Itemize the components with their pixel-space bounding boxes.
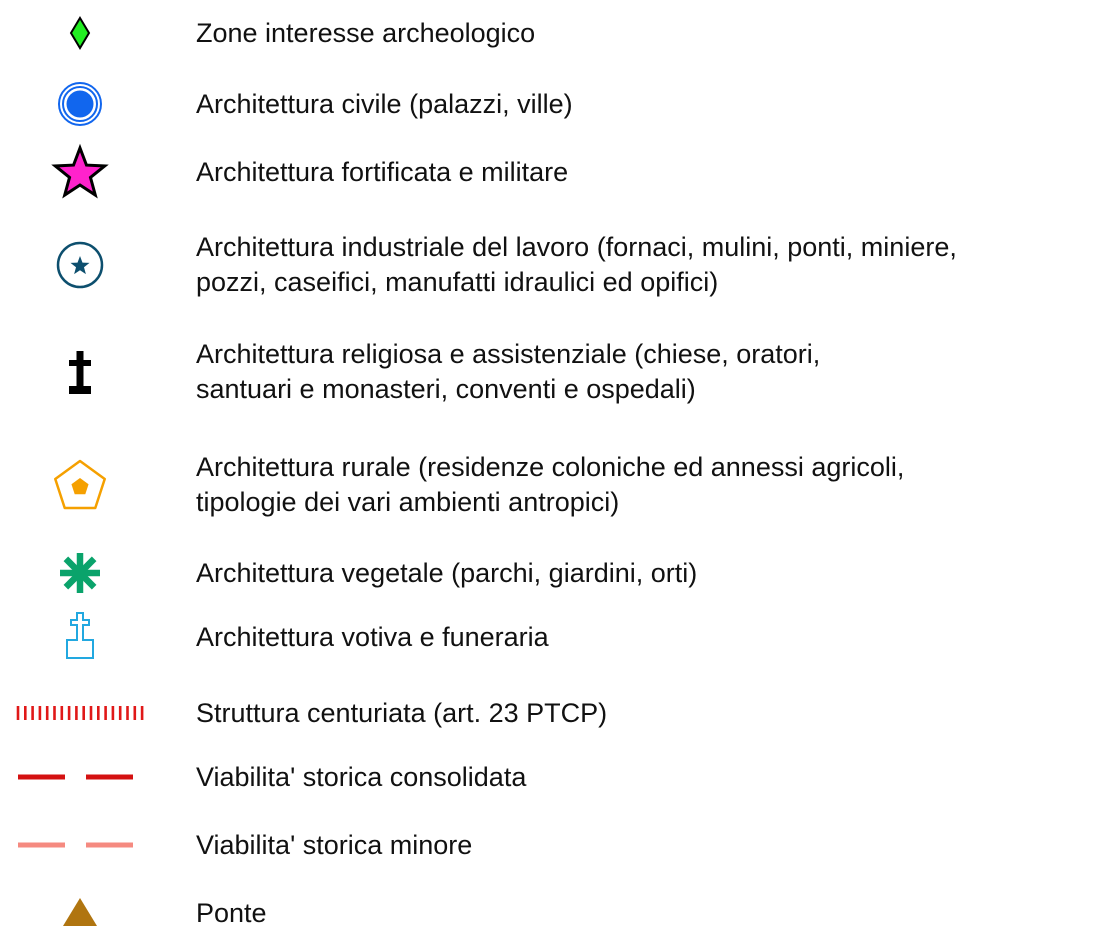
legend-item-label [196, 16, 1096, 51]
red-hatched-line-icon [0, 688, 160, 738]
legend-item-label [196, 760, 1096, 795]
legend-item-label [196, 896, 1096, 931]
circled-star-icon-graphic [5, 240, 155, 290]
brown-triangle-icon-graphic [5, 888, 155, 938]
legend-item-label-line: Architettura rurale (residenze coloniche ed annessi agricoli, [196, 452, 905, 482]
blue-double-ring-circle-icon [0, 79, 160, 129]
legend-item-label-line: santuari e monasteri, conventi e ospedali) [196, 374, 696, 404]
green-asterisk-icon-graphic [5, 548, 155, 598]
red-hatched-line-icon-graphic [5, 688, 155, 738]
legend-item-label-line: pozzi, caseifici, manufatti idraulici ed opifici) [196, 267, 719, 297]
legend-item-label-line: tipologie dei vari ambienti antropici) [196, 487, 620, 517]
orange-pentagon-icon [0, 460, 160, 510]
legend-item-label-line: Viabilita' storica minore [196, 829, 473, 860]
pink-dashed-line-icon [0, 820, 160, 870]
legend-item-label-line: Ponte [196, 897, 267, 928]
red-dashed-line-icon-graphic [5, 752, 155, 802]
legend-item-label-line: Architettura votiva e funeraria [196, 621, 549, 652]
legend-item-label [196, 450, 1096, 520]
legend-item-label-line: Zone interesse archeologico [196, 17, 536, 48]
green-asterisk-icon [0, 548, 160, 598]
legend-item-label [196, 620, 1096, 655]
legend-item-label [196, 155, 1096, 190]
black-cross-icon [0, 347, 160, 397]
orange-pentagon-icon-graphic [5, 460, 155, 510]
outlined-cross-icon [0, 612, 160, 662]
black-cross-icon-graphic [5, 347, 155, 397]
circled-star-icon [0, 240, 160, 290]
brown-triangle-icon [0, 888, 160, 938]
legend-item-label [196, 87, 1096, 122]
outlined-cross-icon-graphic [5, 612, 155, 662]
legend-item-label-line: Architettura industriale del lavoro (fornaci, mulini, ponti, miniere, [196, 232, 957, 262]
magenta-star-icon [0, 147, 160, 197]
legend-item-label-line: Viabilita' storica consolidata [196, 761, 527, 792]
pink-dashed-line-icon-graphic [5, 820, 155, 870]
legend-item-label-line: Struttura centuriata (art. 23 PTCP) [196, 697, 608, 728]
legend-item-label [196, 696, 1096, 731]
blue-double-ring-circle-icon-graphic [5, 79, 155, 129]
legend-item-label [196, 230, 1096, 300]
legend-item-label [196, 828, 1096, 863]
legend-item-label-line: Architettura fortificata e militare [196, 156, 569, 187]
red-dashed-line-icon [0, 752, 160, 802]
legend-item-label-line: Architettura vegetale (parchi, giardini, orti) [196, 557, 698, 588]
legend-item-label-line: Architettura civile (palazzi, ville) [196, 88, 573, 119]
legend-item-label-line: Architettura religiosa e assistenziale (chiese, oratori, [196, 339, 821, 369]
green-diamond-icon [0, 8, 160, 58]
green-diamond-icon-graphic [5, 8, 155, 58]
magenta-star-icon-graphic [5, 147, 155, 197]
legend-item-label [196, 556, 1096, 591]
legend-item-label [196, 337, 1096, 407]
